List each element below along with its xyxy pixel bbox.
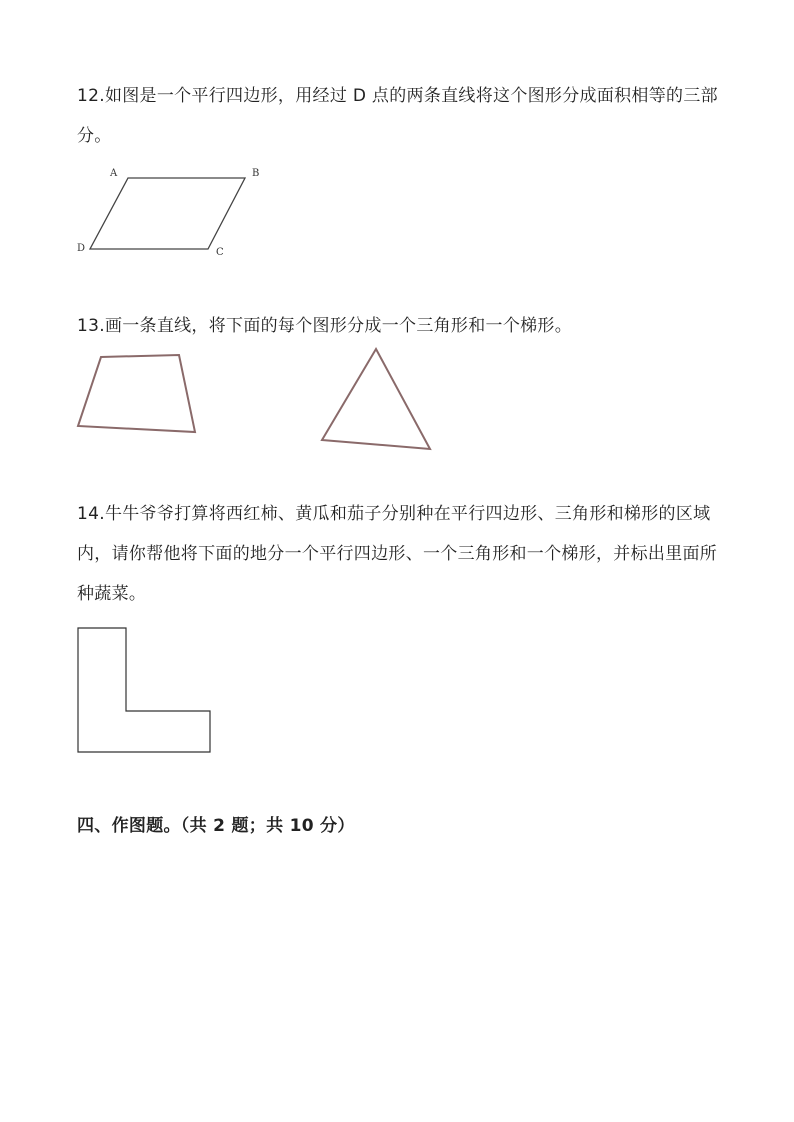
question-13 [77,306,727,346]
question-14 [77,494,727,614]
shapes-figure [70,345,450,455]
question-number: 12. [77,86,105,106]
question-text: 画一条直线，将下面的每个图形分成一个三角形和一个梯形。 [104,316,573,336]
section-heading: 四、作图题。（共 2 题；共 10 分） [77,816,355,836]
triangle-shape [322,349,430,449]
question-12 [77,76,727,156]
l-shaped-land-figure [70,620,220,760]
vertex-label-d: D [77,243,86,254]
parallelogram-figure [70,160,280,265]
question-text: 牛牛爷爷打算将西红柿、黄瓜和茄子分别种在平行四边形、三角形和梯形的区域内，请你帮他将下面的地分一个平行四边形、一个三角形和一个梯形，并标出里面所种蔬菜。 [77,504,718,604]
vertex-label-a: A [110,168,118,179]
question-number: 13. [77,316,105,336]
l-shape [78,628,210,752]
parallelogram-abcd [90,178,245,249]
trapezoid-shape [78,355,195,432]
vertex-label-b: B [252,168,260,179]
vertex-label-c: C [216,247,224,258]
question-text: 如图是一个平行四边形，用经过 D 点的两条直线将这个图形分成面积相等的三部分。 [77,86,718,146]
question-number: 14. [77,504,105,524]
